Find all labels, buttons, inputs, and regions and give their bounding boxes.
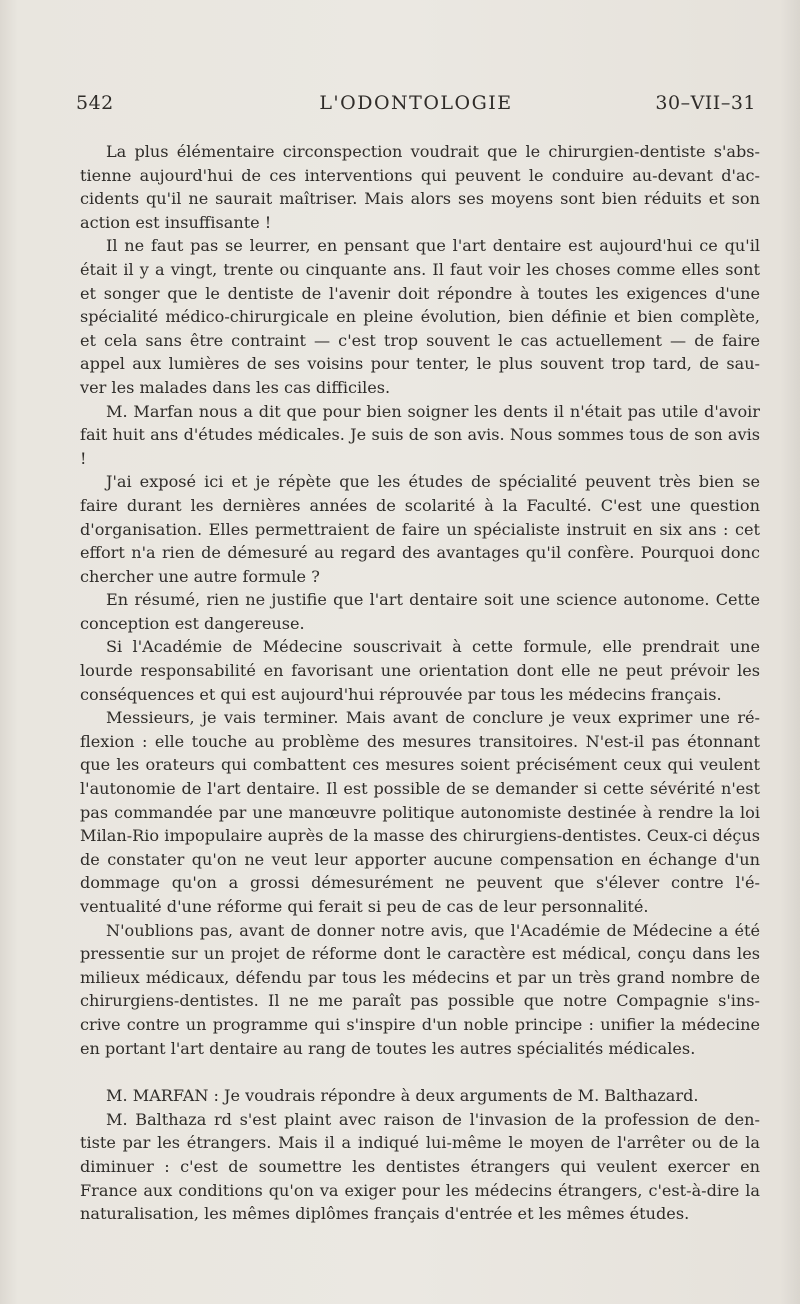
- paragraph: N'oublions pas, avant de donner notre avis, que l'Académie de Médecine a été pressentie sur un projet de réforme dont le caractère est médical, conçu dans les milieux médicaux, défendu par tous les médecins et par un très grand nombre de chirurgiens-dentistes. Il ne me paraît pas possible que notre Compagnie s'ins- crive contre un programme qui s'inspire d'un noble principe : unifier la médecine en portant l'art dentaire au rang de toutes les autres spécialités médicales.: [80, 920, 760, 1058]
- article-body: [80, 140, 760, 1226]
- page-number: 542: [76, 92, 114, 114]
- issue-date: 30–VII–31: [655, 92, 756, 114]
- journal-title: L'ODONTOLOGIE: [319, 92, 513, 114]
- running-header: [76, 92, 756, 122]
- paragraph: Messieurs, je vais terminer. Mais avant de conclure je veux exprimer une ré- flexion : elle touche au problème des mesures transitoires. N'est-il pas étonnant que les orateurs qui combattent ces mesures soient précisément ceux qui veulent l'autonomie de l'art dentaire. Il est possible de se demander si cette sévérité n'est pas commandée par une manœuvre politique autonomiste destinée à rendre la loi Milan-Rio impopulaire auprès de la masse des chirurgiens-dentistes. Ceux-ci déçus de constater qu'on ne veut leur apporter aucune compensation en échange d'un dommage qu'on a grossi démesurément ne peuvent que s'élever contre l'é- ventualité d'une réforme qui ferait si peu de cas de leur personnalité.: [80, 708, 760, 916]
- paragraph: La plus élémentaire circonspection voudrait que le chirurgien-dentiste s'abs- tienne aujourd'hui de ces interventions qui peuvent le conduire au-devant d'ac- cidents qu'il ne saurait maîtriser. Mais alors ses moyens sont bien réduits et son action est insuffisante !: [80, 142, 760, 232]
- paragraph: Il ne faut pas se leurrer, en pensant que l'art dentaire est aujourd'hui ce qu'il était il y a vingt, trente ou cinquante ans. Il faut voir les choses comme elles sont et songer que le dentiste de l'avenir doit répondre à toutes les exigences d'une spécialité médico-chirurgicale en pleine évolution, bien définie et bien complète, et cela sans être contraint — c'est trop souvent le cas actuellement — de faire appel aux lumières de ses voisins pour tenter, le plus souvent trop tard, de sau- ver les malades dans les cas difficiles.: [80, 236, 760, 397]
- paragraph: M. Marfan nous a dit que pour bien soigner les dents il n'était pas utile d'avoir fait huit ans d'études médicales. Je suis de son avis. Nous sommes tous de son avis !: [80, 401, 760, 468]
- paragraph: Si l'Académie de Médecine souscrivait à cette formule, elle prendrait une lourde responsabilité en favorisant une orientation dont elle ne peut prévoir les conséquences et qui est aujourd'hui réprouvée par tous les médecins français.: [80, 637, 760, 704]
- paragraph: M. Balthaza rd s'est plaint avec raison de l'invasion de la profession de den- tiste par les étrangers. Mais il a indiqué lui-même le moyen de l'arrêter ou de la diminuer : c'est de soumettre les dentistes étrangers qui veulent exercer en France aux conditions qu'on va exiger pour les médecins étrangers, c'est-à-dire la naturalisation, les mêmes diplômes français d'entrée et les mêmes études.: [80, 1109, 760, 1224]
- paragraph: J'ai exposé ici et je répète que les études de spécialité peuvent très bien se faire durant les dernières années de scolarité à la Faculté. C'est une question d'organisation. Elles permettraient de faire un spécialiste instruit en six ans : cet effort n'a rien de démesuré au regard des avantages qu'il confère. Pourquoi donc chercher une autre formule ?: [80, 472, 760, 586]
- speaker-paragraph: M. MARFAN : Je voudrais répondre à deux arguments de M. Balthazard.: [106, 1086, 699, 1106]
- paragraph: En résumé, rien ne justifie que l'art dentaire soit une science autonome. Cette conception est dangereuse.: [80, 590, 760, 633]
